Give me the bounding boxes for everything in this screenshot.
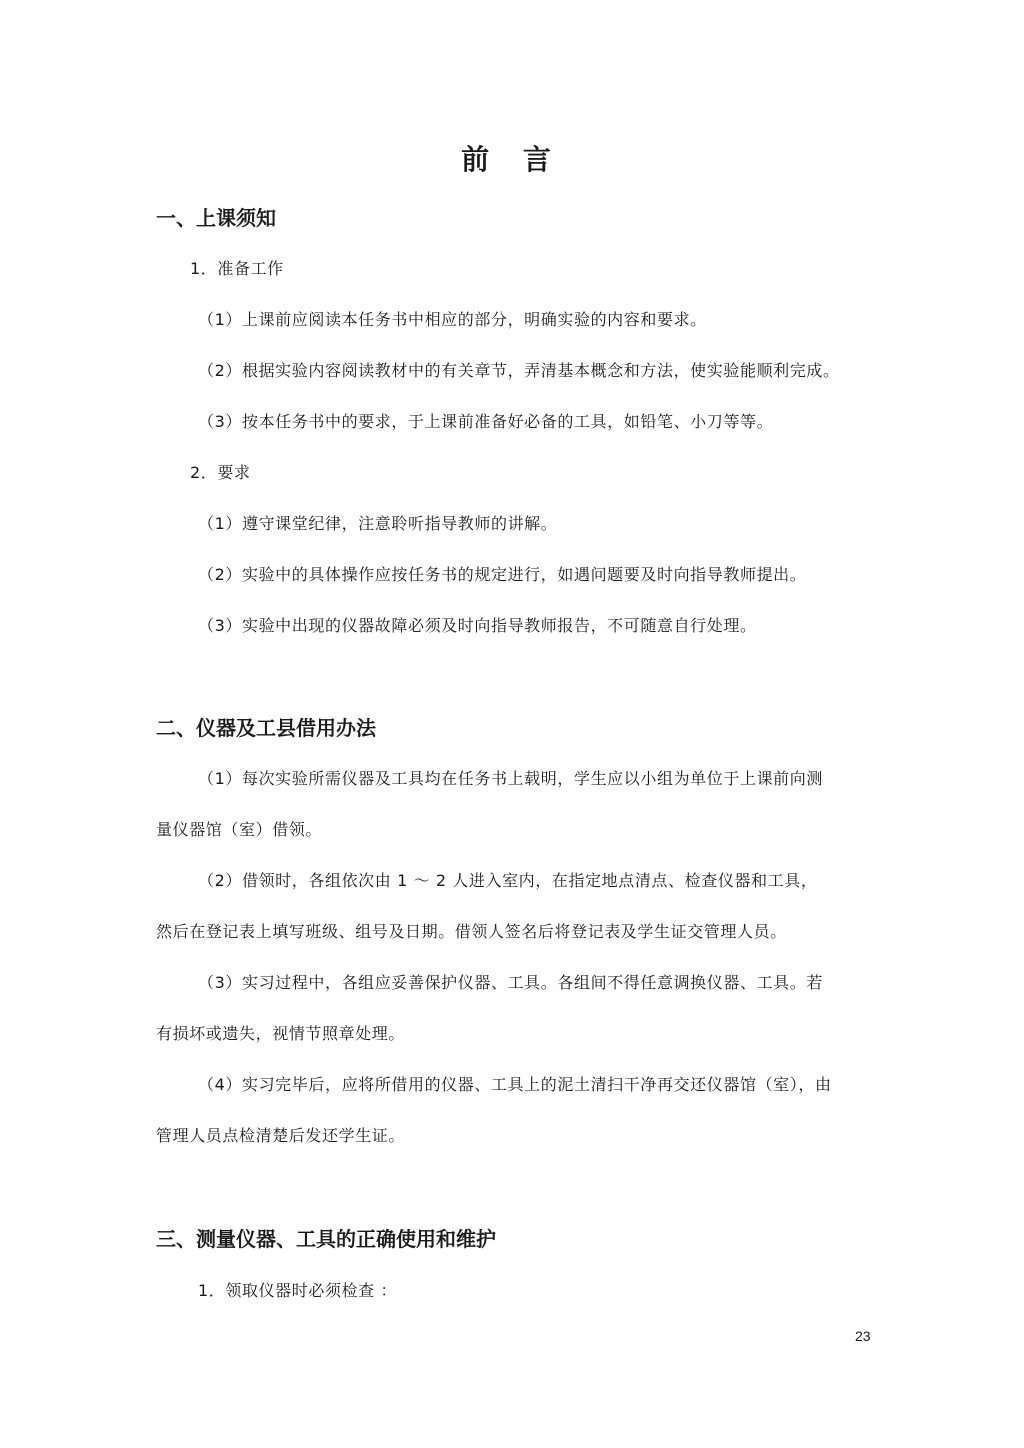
list-item: （2）根据实验内容阅读教材中的有关章节，弄清基本概念和方法，使实验能顺利完成。 xyxy=(198,361,840,380)
paragraph-line: （3）实习过程中，各组应妥善保护仪器、工具。各组间不得任意调换仪器、工具。若 xyxy=(198,973,823,992)
paragraph-line: 有损坏或遗失，视情节照章处理。 xyxy=(156,1024,406,1043)
subheading-check-instruments: 1．领取仪器时必须检查 ： xyxy=(198,1281,398,1300)
page-title: 前 言 xyxy=(461,143,563,176)
subheading-preparation: 1．准备工作 xyxy=(190,259,284,278)
section-heading-3: 三、测量仪器、工具的正确使用和维护 xyxy=(156,1227,496,1251)
paragraph-line: （1）每次实验所需仪器及工具均在任务书上载明，学生应以小组为单位于上课前向测 xyxy=(198,769,823,788)
list-item: （1）遵守课堂纪律，注意聆听指导教师的讲解。 xyxy=(198,514,558,533)
section-heading-1: 一、上课须知 xyxy=(156,206,276,230)
paragraph-line: （4）实习完毕后，应将所借用的仪器、工具上的泥土清扫干净再交还仪器馆（室），由 xyxy=(198,1075,832,1094)
page-number: 23 xyxy=(855,1328,871,1344)
paragraph-line: （2）借领时，各组依次由 1 ～ 2 人进入室内，在指定地点清点、检查仪器和工具， xyxy=(198,871,818,890)
list-item: （3）按本任务书中的要求，于上课前准备好必备的工具，如铅笔、小刀等等。 xyxy=(198,412,774,431)
subheading-requirements: 2．要求 xyxy=(190,463,251,482)
paragraph-line: 然后在登记表上填写班级、组号及日期。借领人签名后将登记表及学生证交管理人员。 xyxy=(156,922,787,941)
list-item: （1）上课前应阅读本任务书中相应的部分，明确实验的内容和要求。 xyxy=(198,310,707,329)
list-item: （3）实验中出现的仪器故障必须及时向指导教师报告，不可随意自行处理。 xyxy=(198,616,757,635)
list-item: （2）实验中的具体操作应按任务书的规定进行，如遇问题要及时向指导教师提出。 xyxy=(198,565,807,584)
paragraph-line: 管理人员点检清楚后发还学生证。 xyxy=(156,1126,406,1145)
paragraph-line: 量仪器馆（室）借领。 xyxy=(156,820,323,839)
section-heading-2: 二、仪器及工县借用办法 xyxy=(156,716,376,740)
